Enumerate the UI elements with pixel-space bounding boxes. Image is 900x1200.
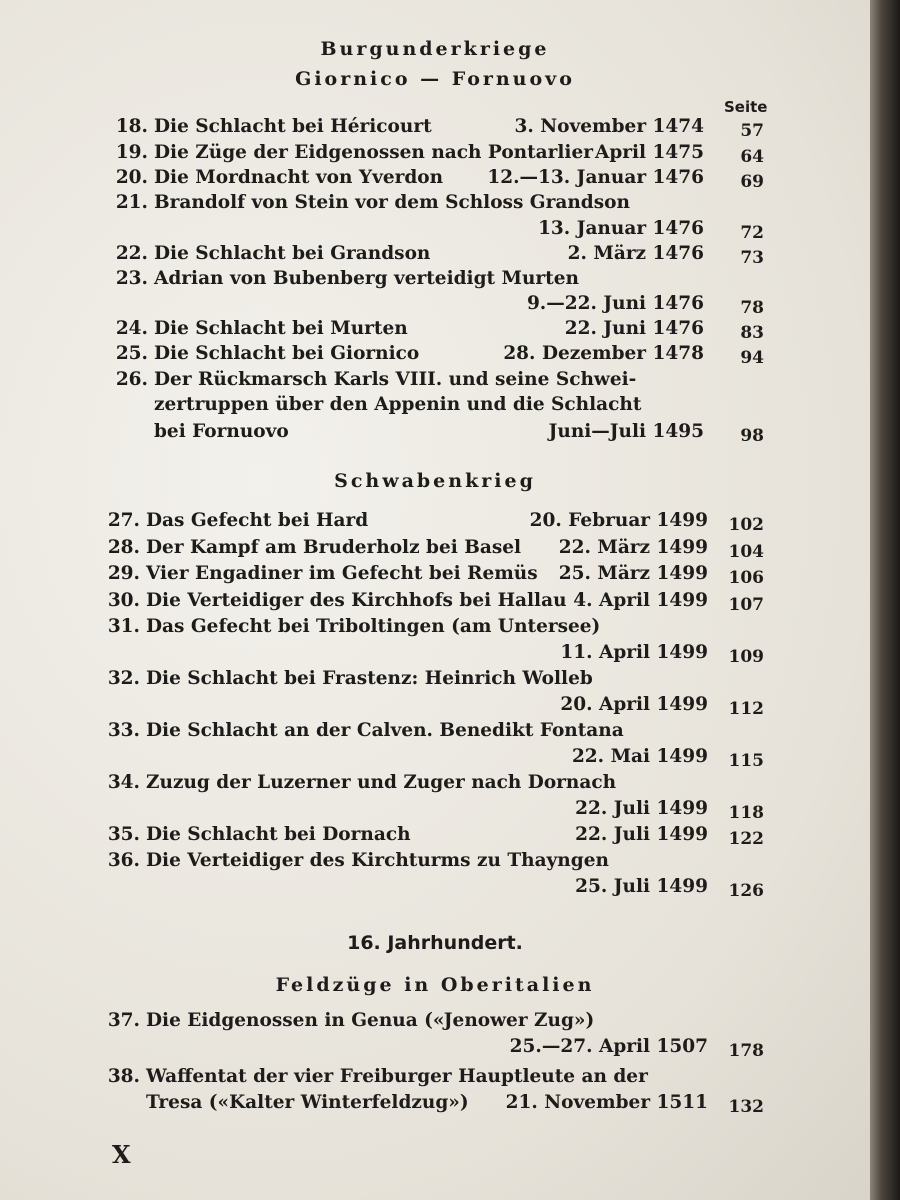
entry-page-number (726, 371, 764, 397)
entry-date: 25. Juli 1499 (575, 876, 708, 897)
page-number-roman: X (112, 1140, 131, 1169)
entry-page-number: 178 (728, 1041, 764, 1061)
entry-page-number: 98 (740, 426, 764, 446)
entry-date: 21. November 1511 (505, 1092, 708, 1113)
toc-entry (108, 291, 704, 317)
toc-entry (100, 822, 708, 848)
entry-number: 28. (107, 537, 140, 558)
entry-number: 31. (107, 616, 140, 637)
toc-entry (108, 341, 704, 367)
heading-16-jahrhundert: 16. Jahrhundert. (347, 932, 523, 954)
entry-page-number: 106 (728, 568, 764, 588)
entry-page-number: 126 (728, 881, 764, 901)
entry-number: 25. (115, 343, 148, 364)
toc-entry (108, 114, 704, 140)
entry-page-number (726, 774, 764, 800)
toc-entry (100, 614, 708, 640)
entry-number: 36. (107, 850, 140, 871)
entry-number: 20. (115, 167, 148, 188)
entry-date: 2. März 1476 (567, 243, 704, 264)
entry-title: zertruppen über den Appenin und die Schlacht (154, 394, 642, 415)
entry-number: 23. (115, 268, 148, 289)
toc-entry (100, 640, 708, 666)
entry-number: 35. (107, 824, 140, 845)
entry-date: 3. November 1474 (514, 116, 704, 137)
entry-number: 18. (115, 116, 148, 137)
entry-page-number (726, 1012, 764, 1038)
entry-date: 9.—22. Juni 1476 (526, 293, 704, 314)
entry-title: Brandolf von Stein vor dem Schloss Grandson (154, 192, 630, 213)
entry-title: Die Züge der Eidgenossen nach Pontarlier (154, 142, 593, 163)
entry-page-number: 83 (740, 323, 764, 343)
entry-number: 21. (115, 192, 148, 213)
toc-entry (108, 190, 704, 216)
entry-date: 4. April 1499 (573, 590, 708, 611)
toc-entry (100, 1008, 708, 1034)
entry-title: Die Verteidiger des Kirchturms zu Thayngen (146, 850, 609, 871)
entry-title: Die Schlacht bei Héricourt (154, 116, 432, 137)
entry-date: 13. Januar 1476 (538, 218, 704, 239)
book-page-edge (870, 0, 900, 1200)
entry-page-number (726, 618, 764, 644)
entry-page-number: 78 (740, 298, 764, 318)
entry-date: 22. Mai 1499 (571, 746, 708, 767)
entry-page-number: 107 (728, 595, 764, 615)
entry-title: bei Fornuovo (154, 421, 289, 442)
toc-entry (100, 588, 708, 614)
seite-column-label: Seite (724, 98, 768, 116)
entry-page-number (726, 1068, 764, 1094)
entry-page-number: 69 (740, 172, 764, 192)
entry-page-number: 122 (728, 829, 764, 849)
entry-page-number: 132 (728, 1097, 764, 1117)
toc-entry (108, 241, 704, 267)
heading-schwabenkrieg: Schwabenkrieg (334, 470, 536, 492)
toc-entry (100, 666, 708, 692)
toc-entry (100, 718, 708, 744)
heading-feldzuege-oberitalien: Feldzüge in Oberitalien (275, 974, 595, 996)
toc-entry (100, 770, 708, 796)
entry-page-number: 109 (728, 647, 764, 667)
entry-title: Die Verteidiger des Kirchhofs bei Hallau (146, 590, 567, 611)
entry-date: 22. Juli 1499 (575, 798, 708, 819)
toc-entry (108, 367, 704, 393)
entry-page-number (726, 194, 764, 220)
entry-number: 32. (107, 668, 140, 689)
entry-date: 25. März 1499 (558, 563, 708, 584)
entry-title: Adrian von Bubenberg verteidigt Murten (154, 268, 579, 289)
entry-number: 33. (107, 720, 140, 741)
entry-title: Die Schlacht bei Giornico (154, 343, 420, 364)
toc-entry (100, 535, 708, 561)
entry-date: 22. Juli 1499 (575, 824, 708, 845)
entry-title: Die Schlacht bei Frastenz: Heinrich Wolleb (146, 668, 593, 689)
entry-title: Waffentat der vier Freiburger Hauptleute an der (146, 1066, 648, 1087)
entry-page-number: 112 (728, 699, 764, 719)
entry-title: Tresa («Kalter Winterfeldzug») (146, 1092, 469, 1113)
entry-date: 28. Dezember 1478 (503, 343, 704, 364)
entry-date: 25.—27. April 1507 (509, 1036, 708, 1057)
entry-page-number: 102 (728, 515, 764, 535)
entry-number: 24. (115, 318, 148, 339)
toc-entry (108, 392, 704, 418)
entry-date: 20. April 1499 (560, 694, 708, 715)
entry-title: Der Rückmarsch Karls VIII. und seine Schwei- (154, 369, 637, 390)
toc-entry (108, 140, 704, 166)
toc-entry (100, 744, 708, 770)
entry-date: Juni—Juli 1495 (548, 421, 704, 442)
toc-entry (100, 561, 708, 587)
entry-page-number (726, 852, 764, 878)
entry-title: Die Schlacht an der Calven. Benedikt Fontana (146, 720, 624, 741)
entry-title: Der Kampf am Bruderholz bei Basel (146, 537, 522, 558)
entry-number: 29. (107, 563, 140, 584)
toc-entry (100, 1064, 708, 1090)
entry-title: Vier Engadiner im Gefecht bei Remüs (146, 563, 538, 584)
entry-page-number (726, 670, 764, 696)
entry-page-number: 73 (740, 248, 764, 268)
toc-entry (100, 848, 708, 874)
entry-date: 11. April 1499 (560, 642, 708, 663)
entry-number: 27. (107, 510, 140, 531)
toc-entry (100, 796, 708, 822)
entry-title: Die Schlacht bei Dornach (146, 824, 411, 845)
toc-entry (108, 316, 704, 342)
toc-entry (100, 508, 708, 534)
entry-page-number: 57 (740, 121, 764, 141)
entry-title: Das Gefecht bei Triboltingen (am Untersee) (146, 616, 601, 637)
entry-date: 22. März 1499 (558, 537, 708, 558)
entry-page-number: 94 (740, 348, 764, 368)
entry-page-number: 118 (728, 803, 764, 823)
toc-entry (108, 419, 704, 445)
entry-number: 38. (107, 1066, 140, 1087)
entry-number: 34. (107, 772, 140, 793)
entry-page-number (726, 270, 764, 296)
entry-number: 19. (115, 142, 148, 163)
toc-entry (100, 1090, 708, 1116)
entry-page-number: 115 (728, 751, 764, 771)
toc-entry (108, 216, 704, 242)
entry-page-number: 104 (728, 542, 764, 562)
toc-entry (100, 874, 708, 900)
heading-giornico-fornuovo: Giornico — Fornuovo (295, 68, 575, 90)
entry-title: Zuzug der Luzerner und Zuger nach Dornach (146, 772, 617, 793)
entry-number: 30. (107, 590, 140, 611)
heading-burgunderkriege: Burgunderkriege (320, 38, 550, 60)
entry-number: 37. (107, 1010, 140, 1031)
entry-title: Die Schlacht bei Grandson (154, 243, 431, 264)
entry-title: Die Mordnacht von Yverdon (154, 167, 444, 188)
entry-number: 22. (115, 243, 148, 264)
entry-date: 20. Februar 1499 (529, 510, 708, 531)
entry-title: Das Gefecht bei Hard (146, 510, 369, 531)
entry-page-number: 72 (740, 223, 764, 243)
entry-page-number (726, 722, 764, 748)
entry-page-number: 64 (740, 147, 764, 167)
entry-page-number (726, 396, 764, 422)
entry-date: April 1475 (594, 142, 704, 163)
entry-date: 22. Juni 1476 (564, 318, 704, 339)
entry-number: 26. (115, 369, 148, 390)
toc-entry (100, 692, 708, 718)
entry-date: 12.—13. Januar 1476 (487, 167, 704, 188)
entry-title: Die Schlacht bei Murten (154, 318, 408, 339)
toc-entry (100, 1034, 708, 1060)
toc-entry (108, 165, 704, 191)
toc-entry (108, 266, 704, 292)
entry-title: Die Eidgenossen in Genua («Jenower Zug») (146, 1010, 595, 1031)
